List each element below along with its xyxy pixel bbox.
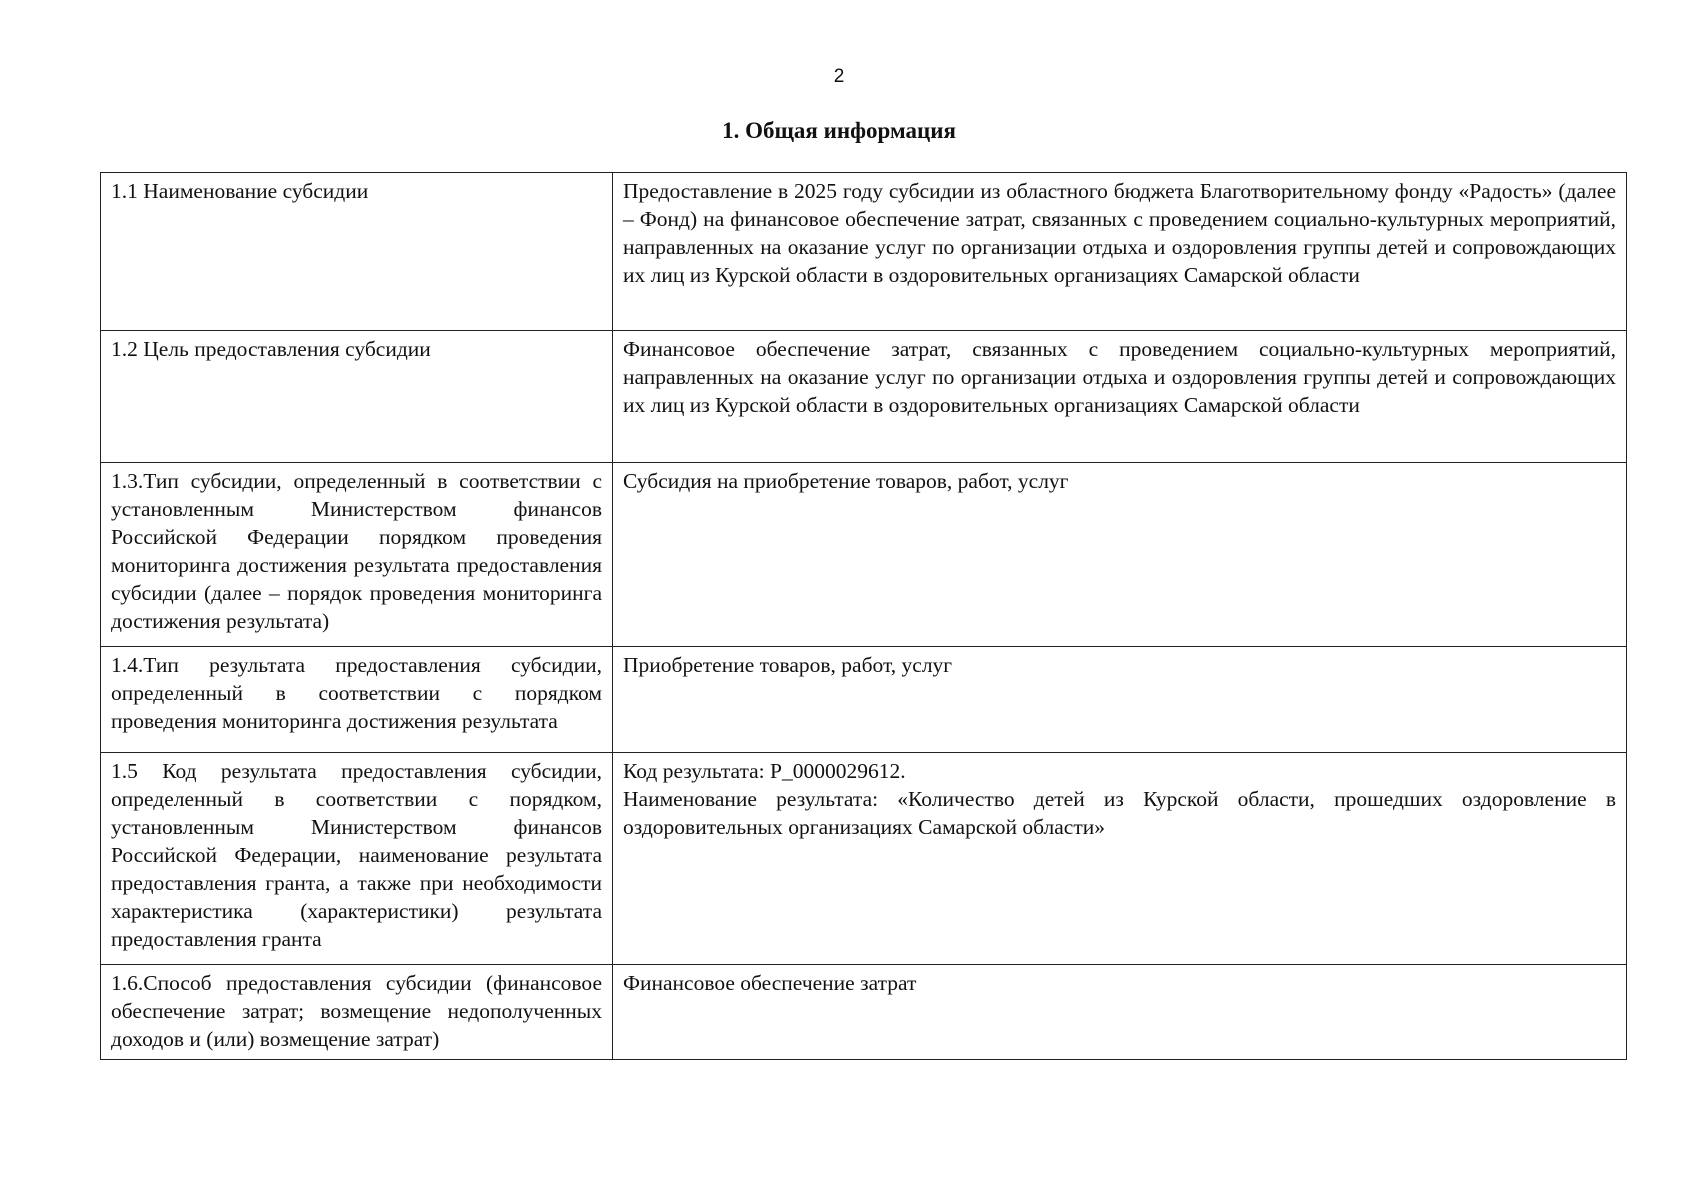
row-value-result-type: Приобретение товаров, работ, услуг (613, 647, 1627, 753)
row-label-subsidy-name: 1.1 Наименование субсидии (101, 173, 613, 331)
table-row (101, 965, 1627, 1060)
result-code-line: Код результата: Р_0000029612. (623, 759, 906, 783)
result-name-line: Наименование результата: «Количество детей из Курской области, прошедших оздоровление в оздоровительных организациях Самарской области» (623, 787, 1616, 839)
row-label-subsidy-goal: 1.2 Цель предоставления субсидии (101, 331, 613, 463)
row-value-subsidy-type: Субсидия на приобретение товаров, работ, услуг (613, 463, 1627, 647)
row-label-subsidy-type: 1.3.Тип субсидии, определенный в соответствии с установленным Министерством финансов Российской Федерации порядком проведения мониторинга достижения результата предоставления субсидии (далее – порядок проведения мониторинга достижения результата) (101, 463, 613, 647)
row-value-provision-method: Финансовое обеспечение затрат (613, 965, 1627, 1060)
row-value-subsidy-goal: Финансовое обеспечение затрат, связанных с проведением социально-культурных мероприятий, направленных на оказание услуг по организации отдыха и оздоровления группы детей и сопровождающих их лиц из Курской области в оздоровительных организациях Самарской области (613, 331, 1627, 463)
table-row (101, 647, 1627, 753)
row-value-result-code (613, 753, 1627, 965)
section-title: 1. Общая информация (722, 118, 956, 143)
general-info-table (100, 172, 1627, 1060)
row-label-provision-method: 1.6.Способ предоставления субсидии (финансовое обеспечение затрат; возмещение недополученных доходов и (или) возмещение затрат) (101, 965, 613, 1060)
row-label-result-type: 1.4.Тип результата предоставления субсидии, определенный в соответствии с порядком проведения мониторинга достижения результата (101, 647, 613, 753)
table-row (101, 753, 1627, 965)
page-number: 2 (833, 66, 845, 87)
row-value-subsidy-name: Предоставление в 2025 году субсидии из областного бюджета Благотворительному фонду «Радость» (далее – Фонд) на финансовое обеспечение затрат, связанных с проведением социально-культурных мероприятий, направленных на оказание услуг по организации отдыха и оздоровления группы детей и сопровождающих их лиц из Курской области в оздоровительных организациях Самарской области (613, 173, 1627, 331)
table-row (101, 173, 1627, 331)
row-label-result-code: 1.5 Код результата предоставления субсидии, определенный в соответствии с порядком, установленным Министерством финансов Российской Федерации, наименование результата предоставления гранта, а также при необходимости характеристика (характеристики) результата предоставления гранта (101, 753, 613, 965)
table-row (101, 463, 1627, 647)
table-row (101, 331, 1627, 463)
